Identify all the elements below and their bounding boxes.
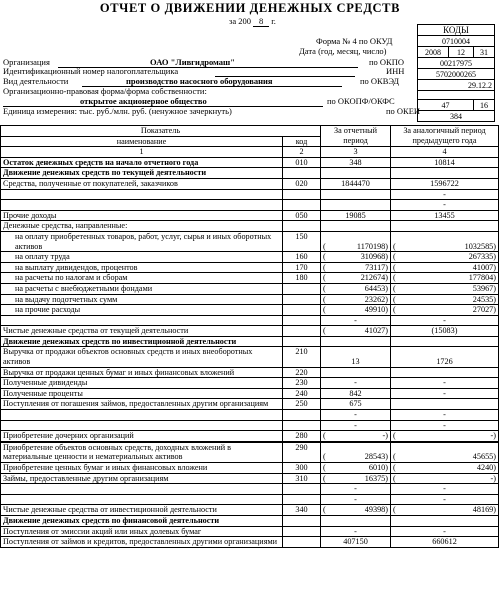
paren-open: ( xyxy=(393,294,396,304)
row-previous xyxy=(391,305,499,316)
row-name xyxy=(1,410,283,421)
row-code xyxy=(283,420,321,431)
row-previous xyxy=(391,221,499,232)
row-name: Чистые денежные средства от текущей деятельности xyxy=(1,326,283,337)
value-text: 6010 xyxy=(368,463,386,472)
row-previous: (15083) xyxy=(391,326,499,337)
row-current: 1844470 xyxy=(321,178,391,189)
paren-close: ) xyxy=(493,273,496,283)
row-name xyxy=(1,484,283,495)
row-current xyxy=(321,463,391,474)
row-previous xyxy=(391,336,499,347)
code-empty xyxy=(418,91,495,100)
table-row xyxy=(1,262,499,273)
row-name: на прочие расходы xyxy=(1,305,283,316)
row-current: 842 xyxy=(321,388,391,399)
period-year: 8 xyxy=(253,17,269,27)
row-previous xyxy=(391,252,499,263)
paren-close: ) xyxy=(493,452,496,462)
code-okved: 29.12.2 xyxy=(418,80,495,91)
row-previous: - xyxy=(391,189,499,200)
row-previous xyxy=(391,367,499,378)
value-text: 1032585 xyxy=(464,241,494,251)
row-code: 230 xyxy=(283,378,321,389)
row-code: 170 xyxy=(283,262,321,273)
row-previous: - xyxy=(391,378,499,389)
value-text: 23262 xyxy=(364,294,386,304)
head-num-4: 4 xyxy=(391,147,499,158)
row-code: 210 xyxy=(283,347,321,367)
code-okopf: 47 xyxy=(418,100,474,111)
row-code: 240 xyxy=(283,388,321,399)
row-previous: 660612 xyxy=(391,537,499,548)
row-current: - xyxy=(321,494,391,505)
paren-open: ( xyxy=(323,505,326,515)
row-name xyxy=(1,315,283,326)
paren-open: ( xyxy=(323,305,326,315)
org-name: ОАО "Ливгидромаш" xyxy=(150,57,235,67)
head-indicator-text: Показатель xyxy=(140,126,181,135)
row-current xyxy=(321,431,391,442)
row-current xyxy=(321,262,391,273)
value-text: 24535 xyxy=(472,294,494,304)
row-code: 160 xyxy=(283,252,321,263)
paren-open: ( xyxy=(323,463,326,472)
row-code xyxy=(283,305,321,316)
okpo-label: по ОКПО xyxy=(369,57,405,67)
row-current xyxy=(321,200,391,211)
row-code xyxy=(283,537,321,548)
row-code xyxy=(283,336,321,347)
row-code xyxy=(283,315,321,326)
date-label: Дата (год, месяц, число) xyxy=(299,46,387,56)
row-current xyxy=(321,515,391,526)
table-row xyxy=(1,463,499,474)
row-name xyxy=(1,420,283,431)
table-row xyxy=(1,473,499,484)
head-code: код xyxy=(283,136,321,147)
table-row xyxy=(1,221,499,232)
row-previous: - xyxy=(391,410,499,421)
paren-close: ) xyxy=(493,262,496,272)
legal-form-name: открытое акционерное общество xyxy=(80,96,207,106)
row-current xyxy=(321,189,391,200)
row-previous xyxy=(391,515,499,526)
table-row xyxy=(1,505,499,516)
row-code: 010 xyxy=(283,157,321,168)
paren-close: ) xyxy=(385,473,388,483)
row-code: 180 xyxy=(283,273,321,284)
row-current: - xyxy=(321,420,391,431)
code-date-month: 12 xyxy=(449,47,474,58)
code-inn: 5702000265 xyxy=(418,69,495,80)
paren-close: ) xyxy=(385,262,388,272)
row-name xyxy=(1,200,283,211)
row-name: Прочие доходы xyxy=(1,210,283,221)
table-row xyxy=(1,157,499,168)
row-current: 13 xyxy=(321,347,391,367)
row-current xyxy=(321,305,391,316)
value-text: 41027 xyxy=(364,326,386,336)
code-okei: 384 xyxy=(418,111,495,122)
codes-header: КОДЫ xyxy=(418,25,495,36)
row-name: Поступления от погашения займов, предоставленных другим организациям xyxy=(1,399,283,410)
head-indicator xyxy=(1,126,321,137)
row-previous: - xyxy=(391,526,499,537)
row-previous xyxy=(391,294,499,305)
value-text: 27027 xyxy=(472,305,494,315)
row-current xyxy=(321,505,391,516)
row-name: Приобретение ценных бумаг и иных финансовых вложени xyxy=(1,463,283,474)
row-previous xyxy=(391,399,499,410)
table-row xyxy=(1,378,499,389)
table-row xyxy=(1,420,499,431)
row-previous: - xyxy=(391,315,499,326)
paren-open: ( xyxy=(323,262,326,272)
table-row xyxy=(1,537,499,548)
value-text: 177804 xyxy=(468,273,494,283)
row-current xyxy=(321,473,391,484)
legal-form-label: Организационно-правовая форма/форма собственности: xyxy=(3,86,207,96)
row-name: на оплату труда xyxy=(1,252,283,263)
head-name: наименование xyxy=(1,136,283,147)
table-row xyxy=(1,210,499,221)
form-okud-label: Форма № 4 по ОКУД xyxy=(316,36,393,46)
row-code xyxy=(283,484,321,495)
row-current: 675 xyxy=(321,399,391,410)
paren-close: ) xyxy=(385,241,388,251)
row-current xyxy=(321,336,391,347)
row-name: Займы, предоставленные другим организациям xyxy=(1,473,283,484)
value-text: 45655 xyxy=(472,452,494,462)
paren-close: ) xyxy=(385,294,388,304)
paren-open: ( xyxy=(323,283,326,293)
paren-open: ( xyxy=(393,241,396,251)
paren-open: ( xyxy=(393,252,396,262)
value-text: 16375 xyxy=(364,473,386,483)
paren-close: ) xyxy=(493,294,496,304)
row-current: - xyxy=(321,315,391,326)
row-name: на выдачу подотчетных сумм xyxy=(1,294,283,305)
code-okud: 0710004 xyxy=(418,36,495,47)
row-previous: 10814 xyxy=(391,157,499,168)
row-current xyxy=(321,283,391,294)
okopf-label: по ОКОПФ/ОКФС xyxy=(327,96,395,106)
row-code xyxy=(283,494,321,505)
row-name: Движение денежных средств по текущей деятельности xyxy=(1,168,283,179)
table-row xyxy=(1,484,499,495)
table-row xyxy=(1,305,499,316)
head-num-1: 1 xyxy=(1,147,283,158)
paren-open: ( xyxy=(323,452,326,462)
org-label: Организация xyxy=(3,57,50,67)
paren-open: ( xyxy=(393,463,396,472)
value-text: 28543 xyxy=(364,452,386,462)
row-current: - xyxy=(321,378,391,389)
row-code: 150 xyxy=(283,231,321,251)
row-current: 19085 xyxy=(321,210,391,221)
head-previous: За аналогичный период предыдущего года xyxy=(391,126,499,147)
row-code: 310 xyxy=(283,473,321,484)
row-current: - xyxy=(321,526,391,537)
row-name: Полученные проценты xyxy=(1,388,283,399)
row-code: 340 xyxy=(283,505,321,516)
row-previous: - xyxy=(391,484,499,495)
row-current xyxy=(321,273,391,284)
paren-open: ( xyxy=(323,294,326,304)
paren-open: ( xyxy=(393,431,396,441)
row-previous xyxy=(391,431,499,442)
paren-open: ( xyxy=(323,252,326,262)
row-name xyxy=(1,494,283,505)
row-current xyxy=(321,326,391,337)
activity-label: Вид деятельности xyxy=(3,76,69,86)
table-row xyxy=(1,336,499,347)
row-name: Приобретение дочерних организаций xyxy=(1,431,283,442)
table-row xyxy=(1,168,499,179)
row-current xyxy=(321,221,391,232)
paren-close: ) xyxy=(385,463,388,472)
row-previous xyxy=(391,473,499,484)
code-date-day: 31 xyxy=(474,47,495,58)
row-name: Выручка от продажи объектов основных средств и иных внеоборотных активов xyxy=(1,347,283,367)
row-previous: 1596722 xyxy=(391,178,499,189)
row-previous: - xyxy=(391,388,499,399)
paren-close: ) xyxy=(385,452,388,462)
table-row xyxy=(1,326,499,337)
row-code: 220 xyxy=(283,367,321,378)
table-row xyxy=(1,315,499,326)
row-previous xyxy=(391,262,499,273)
row-current: - xyxy=(321,484,391,495)
row-name: Денежные средства, направленные: xyxy=(1,221,283,232)
okei-label: по ОКЕИ xyxy=(386,106,421,116)
value-text: 1170198 xyxy=(356,241,386,251)
table-body xyxy=(1,157,499,547)
table-row xyxy=(1,273,499,284)
row-code xyxy=(283,410,321,421)
row-previous xyxy=(391,231,499,251)
row-name: Приобретение объектов основных средств, доходных вложений в материальные ценности и нематериальных активов xyxy=(1,442,283,462)
row-code xyxy=(283,526,321,537)
row-previous: 1726 xyxy=(391,347,499,367)
row-code xyxy=(283,221,321,232)
row-code xyxy=(283,189,321,200)
row-name: на оплату приобретенных товаров, работ, услуг, сырья и иных оборотных активов xyxy=(1,231,283,251)
row-name: на расчеты по налогам и сборам xyxy=(1,273,283,284)
row-previous: 13455 xyxy=(391,210,499,221)
table-row xyxy=(1,367,499,378)
row-previous xyxy=(391,283,499,294)
row-previous xyxy=(391,505,499,516)
paren-close: ) xyxy=(385,273,388,283)
row-code xyxy=(283,326,321,337)
table-row xyxy=(1,494,499,505)
row-code xyxy=(283,168,321,179)
row-code: 290 xyxy=(283,442,321,462)
row-name: на расчеты с внебюджетными фондами xyxy=(1,283,283,294)
table-row xyxy=(1,283,499,294)
table-row xyxy=(1,252,499,263)
period-prefix: за 200 xyxy=(229,16,252,26)
paren-open: ( xyxy=(323,473,326,483)
row-code: 280 xyxy=(283,431,321,442)
value-text: 64453 xyxy=(364,283,386,293)
code-date-year: 2008 xyxy=(418,47,449,58)
unit-label: Единица измерения: тыс. руб./млн. руб. (ненужное зачеркнуть) xyxy=(3,106,232,116)
head-num-2: 2 xyxy=(283,147,321,158)
row-previous xyxy=(391,463,499,474)
table-row xyxy=(1,410,499,421)
table-row xyxy=(1,178,499,189)
code-okpo: 00217975 xyxy=(418,58,495,69)
report-period xyxy=(229,17,276,27)
period-suffix: г. xyxy=(271,16,276,26)
row-code xyxy=(283,294,321,305)
row-current xyxy=(321,168,391,179)
value-text: 49910 xyxy=(364,305,386,315)
row-current xyxy=(321,367,391,378)
row-current xyxy=(321,294,391,305)
head-num-3: 3 xyxy=(321,147,391,158)
row-current: 407150 xyxy=(321,537,391,548)
paren-close: ) xyxy=(385,305,388,315)
value-text: 49398 xyxy=(364,505,386,515)
paren-open: ( xyxy=(393,283,396,293)
row-code xyxy=(283,200,321,211)
table-row xyxy=(1,294,499,305)
row-current: 348 xyxy=(321,157,391,168)
row-name: Чистые денежные средства от инвестиционной деятельности xyxy=(1,505,283,516)
table-row xyxy=(1,399,499,410)
paren-open: ( xyxy=(323,431,326,441)
row-current xyxy=(321,252,391,263)
table-row xyxy=(1,431,499,442)
paren-open: ( xyxy=(393,262,396,272)
row-code: 020 xyxy=(283,178,321,189)
table-row xyxy=(1,526,499,537)
row-name: Полученные дивиденды xyxy=(1,378,283,389)
codes-table xyxy=(417,24,495,122)
table-row xyxy=(1,515,499,526)
row-current: - xyxy=(321,410,391,421)
row-current xyxy=(321,231,391,251)
row-name: Выручка от продажи ценных бумаг и иных финансовых вложений xyxy=(1,367,283,378)
value-text: - xyxy=(382,431,386,441)
paren-close: ) xyxy=(493,431,496,441)
paren-close: ) xyxy=(493,505,496,515)
row-name: Средства, полученные от покупателей, заказчиков xyxy=(1,178,283,189)
table-row xyxy=(1,347,499,367)
table-head xyxy=(1,126,499,158)
row-code: 250 xyxy=(283,399,321,410)
value-text: 212674 xyxy=(360,273,386,283)
row-code xyxy=(283,283,321,294)
report-title: ОТЧЕТ О ДВИЖЕНИИ ДЕНЕЖНЫХ СРЕДСТВ xyxy=(99,1,401,15)
row-previous: - xyxy=(391,494,499,505)
inn-code-label: ИНН xyxy=(386,66,405,76)
row-previous: - xyxy=(391,420,499,431)
table-row xyxy=(1,231,499,251)
row-previous xyxy=(391,442,499,462)
paren-close: ) xyxy=(493,473,496,483)
value-text: 267335 xyxy=(468,252,494,262)
value-text: 48169 xyxy=(472,505,494,515)
row-current xyxy=(321,442,391,462)
head-current: За отчетный период xyxy=(321,126,391,147)
paren-open: ( xyxy=(393,305,396,315)
paren-open: ( xyxy=(393,505,396,515)
row-name: на выплату дивидендов, процентов xyxy=(1,262,283,273)
paren-close: ) xyxy=(493,241,496,251)
okved-label: по ОКВЭД xyxy=(360,76,400,86)
paren-close: ) xyxy=(493,283,496,293)
paren-close: ) xyxy=(385,505,388,515)
row-name xyxy=(1,189,283,200)
paren-open: ( xyxy=(323,326,326,336)
row-code xyxy=(283,515,321,526)
row-previous: - xyxy=(391,200,499,211)
paren-close: ) xyxy=(385,431,388,441)
row-code: 300 xyxy=(283,463,321,474)
value-text: - xyxy=(490,473,494,483)
row-code: 050 xyxy=(283,210,321,221)
paren-close: ) xyxy=(385,326,388,336)
table-row xyxy=(1,200,499,211)
paren-close: ) xyxy=(385,252,388,262)
value-text: 73117 xyxy=(365,262,386,272)
inn-label: Идентификационный номер налогоплательщика xyxy=(3,66,179,76)
row-name: Поступления от займов и кредитов, предоставленных другими организациями xyxy=(1,537,283,548)
paren-close: ) xyxy=(385,283,388,293)
value-text: 53967 xyxy=(472,283,494,293)
code-okfs: 16 xyxy=(474,100,495,111)
row-name: Движение денежных средств по инвестиционной деятельности xyxy=(1,336,283,347)
cashflow-table xyxy=(0,125,499,548)
row-previous xyxy=(391,273,499,284)
value-text: 310968 xyxy=(360,252,386,262)
value-text: - xyxy=(490,431,494,441)
activity-name: производство насосного оборудования xyxy=(126,76,273,86)
row-name: Поступления от эмиссии акций или иных долевых бумаг xyxy=(1,526,283,537)
paren-close: ) xyxy=(493,252,496,262)
paren-open: ( xyxy=(393,473,396,483)
paren-close: ) xyxy=(493,305,496,315)
table-row xyxy=(1,388,499,399)
row-name: Остаток денежных средств на начало отчетного года xyxy=(1,157,283,168)
row-name: Движение денежных средств по финансовой деятельности xyxy=(1,515,283,526)
value-text: 41007 xyxy=(472,262,494,272)
paren-open: ( xyxy=(323,273,326,283)
row-previous xyxy=(391,168,499,179)
table-row xyxy=(1,189,499,200)
value-text: 4240 xyxy=(476,463,494,472)
table-row xyxy=(1,442,499,462)
paren-open: ( xyxy=(393,452,396,462)
paren-open: ( xyxy=(393,273,396,283)
paren-close: ) xyxy=(493,463,496,472)
paren-open: ( xyxy=(323,241,326,251)
